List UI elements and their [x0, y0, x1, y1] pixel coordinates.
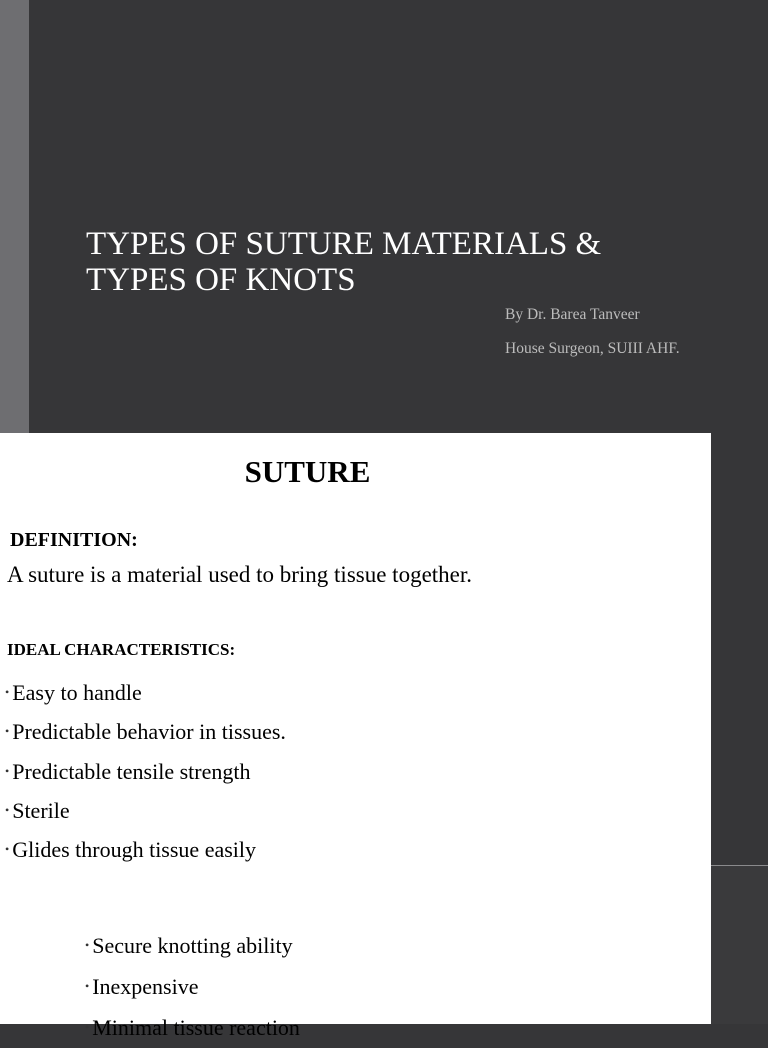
- slide-title: [86, 226, 726, 298]
- author-affiliation: House Surgeon, SUIII AHF.: [505, 340, 680, 357]
- bullet-icon: •: [5, 842, 10, 857]
- list-item: • Easy to handle: [5, 673, 286, 712]
- list-item: • Predictable behavior in tissues.: [5, 712, 286, 751]
- right-strip-lower: [711, 866, 768, 1024]
- definition-heading: DEFINITION:: [10, 529, 138, 551]
- content-slide-title: SUTURE: [244, 454, 371, 489]
- bullet-icon: •: [5, 724, 10, 739]
- bullet-icon: •: [5, 802, 10, 817]
- list-item: • Minimal tissue reaction: [85, 1007, 300, 1048]
- list-item: • Secure knotting ability: [85, 925, 300, 966]
- author-name: By Dr. Barea Tanveer: [505, 306, 640, 323]
- list-item: • Inexpensive: [85, 966, 300, 1007]
- title-slide: [0, 0, 768, 433]
- bullet-icon: •: [5, 763, 10, 778]
- bullet-icon: •: [85, 1020, 90, 1034]
- list-item: • Predictable tensile strength: [5, 752, 286, 791]
- definition-text: A suture is a material used to bring tissue together.: [7, 562, 473, 587]
- characteristics-list: [5, 673, 286, 869]
- characteristics-list-continued: [85, 925, 300, 1048]
- accent-bar: [0, 0, 29, 433]
- list-item: • Sterile: [5, 791, 286, 830]
- bullet-icon: •: [85, 979, 90, 993]
- list-item: • Glides through tissue easily: [5, 830, 286, 869]
- bullet-icon: •: [85, 938, 90, 952]
- bullet-icon: •: [5, 685, 10, 699]
- title-line-2: TYPES OF KNOTS: [86, 262, 356, 298]
- right-strip: [711, 433, 768, 865]
- content-slide: [0, 433, 711, 1040]
- title-line-1: TYPES OF SUTURE MATERIALS &: [86, 226, 602, 262]
- ideal-characteristics-heading: IDEAL CHARACTERISTICS:: [7, 640, 236, 659]
